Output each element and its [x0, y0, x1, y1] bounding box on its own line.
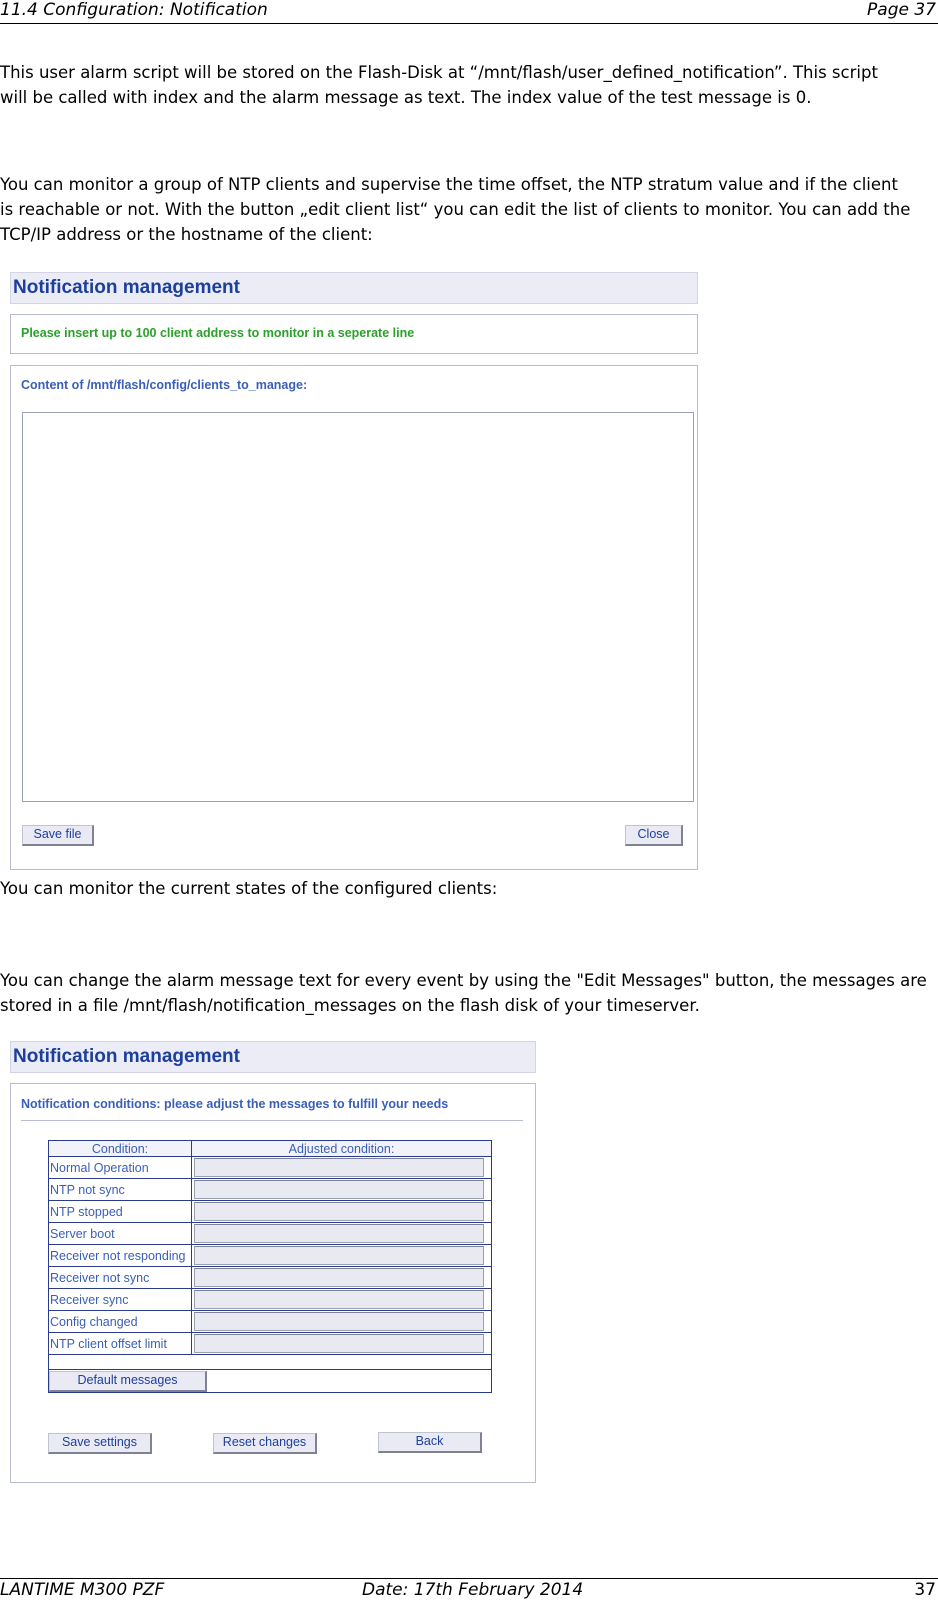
adjusted-condition-input[interactable]	[194, 1312, 484, 1331]
panel-title-bar	[10, 272, 698, 304]
condition-label: NTP stopped	[49, 1201, 192, 1223]
header-rule	[0, 23, 938, 24]
footer-page-number: 37	[914, 1580, 936, 1600]
save-file-button[interactable]: Save file	[22, 825, 94, 846]
conditions-table	[48, 1140, 492, 1393]
table-cell	[192, 1289, 492, 1311]
table-row	[49, 1245, 492, 1267]
paragraph-edit-messages	[0, 968, 936, 1018]
paragraph-line: is reachable or not. With the button „edit client list“ you can edit the list of clients to monitor. You can add the	[0, 200, 911, 219]
panel-title: Notification management	[13, 1046, 240, 1067]
hint-box	[10, 314, 698, 354]
table-cell	[192, 1333, 492, 1355]
adjusted-condition-input[interactable]	[194, 1202, 484, 1221]
paragraph-line: You can monitor a group of NTP clients and supervise the time offset, the NTP stratum value and if the client	[0, 175, 898, 194]
default-messages-button[interactable]: Default messages	[49, 1371, 207, 1392]
table-cell	[192, 1267, 492, 1289]
paragraph-line: This user alarm script will be stored on the Flash-Disk at “/mnt/flash/user_defined_notification”. This script	[0, 63, 878, 82]
divider	[21, 1120, 523, 1121]
condition-label: Receiver not responding	[49, 1245, 192, 1267]
close-button[interactable]: Close	[625, 825, 683, 846]
table-cell	[49, 1370, 492, 1393]
footer-rule	[0, 1578, 938, 1579]
table-cell	[192, 1157, 492, 1179]
adjusted-condition-input[interactable]	[194, 1268, 484, 1287]
table-row	[49, 1157, 492, 1179]
table-header-row	[49, 1141, 492, 1157]
paragraph-monitor-clients	[0, 172, 936, 247]
table-row	[49, 1289, 492, 1311]
table-row	[49, 1311, 492, 1333]
paragraph-monitor-states	[0, 876, 936, 901]
condition-label: Normal Operation	[49, 1157, 192, 1179]
save-settings-button[interactable]: Save settings	[48, 1433, 152, 1454]
table-cell	[192, 1245, 492, 1267]
table-row-spacer	[49, 1355, 492, 1370]
table-row	[49, 1223, 492, 1245]
condition-label: NTP not sync	[49, 1179, 192, 1201]
conditions-hint: Notification conditions: please adjust the messages to fulfill your needs	[21, 1097, 449, 1111]
paragraph-line: You can monitor the current states of the configured clients:	[0, 879, 498, 898]
adjusted-condition-input[interactable]	[194, 1224, 484, 1243]
paragraph-line: TCP/IP address or the hostname of the client:	[0, 225, 373, 244]
table-row	[49, 1333, 492, 1355]
condition-label: Receiver not sync	[49, 1267, 192, 1289]
table-row	[49, 1267, 492, 1289]
conditions-box	[10, 1083, 536, 1483]
paragraph-line: stored in a file /mnt/flash/notification_messages on the flash disk of your timeserver.	[0, 996, 700, 1015]
table-cell	[49, 1355, 492, 1370]
reset-changes-button[interactable]: Reset changes	[213, 1433, 317, 1454]
adjusted-condition-input[interactable]	[194, 1158, 484, 1177]
footer-product: LANTIME M300 PZF	[0, 1580, 165, 1600]
back-button[interactable]: Back	[378, 1432, 482, 1453]
condition-label: Server boot	[49, 1223, 192, 1245]
table-cell	[192, 1223, 492, 1245]
condition-label: Receiver sync	[49, 1289, 192, 1311]
adjusted-condition-input[interactable]	[194, 1180, 484, 1199]
table-row	[49, 1179, 492, 1201]
adjusted-condition-input[interactable]	[194, 1246, 484, 1265]
column-header-condition: Condition:	[49, 1141, 192, 1157]
client-list-textarea[interactable]	[22, 412, 694, 802]
column-header-adjusted: Adjusted condition:	[192, 1141, 492, 1157]
adjusted-condition-input[interactable]	[194, 1290, 484, 1309]
hint-text: Please insert up to 100 client address to monitor in a seperate line	[21, 326, 415, 340]
panel-title-bar	[10, 1041, 536, 1073]
section-header: 11.4 Configuration: Notification	[0, 0, 268, 20]
notification-messages-panel	[10, 1041, 536, 1481]
client-list-panel	[10, 272, 698, 868]
adjusted-condition-input[interactable]	[194, 1334, 484, 1353]
table-row-actions	[49, 1370, 492, 1393]
content-box	[10, 365, 698, 870]
paragraph-line: will be called with index and the alarm message as text. The index value of the test message is 0.	[0, 88, 812, 107]
paragraph-line: You can change the alarm message text for every event by using the "Edit Messages" button, the messages are	[0, 971, 927, 990]
panel-title: Notification management	[13, 277, 240, 298]
content-label: Content of /mnt/flash/config/clients_to_manage:	[21, 378, 308, 392]
condition-label: NTP client offset limit	[49, 1333, 192, 1355]
condition-label: Config changed	[49, 1311, 192, 1333]
page-header: Page 37	[867, 0, 936, 20]
table-cell	[192, 1311, 492, 1333]
table-cell	[192, 1179, 492, 1201]
paragraph-alarm-script	[0, 60, 936, 110]
footer-date: Date: 17th February 2014	[362, 1580, 584, 1600]
table-cell	[192, 1201, 492, 1223]
table-row	[49, 1201, 492, 1223]
